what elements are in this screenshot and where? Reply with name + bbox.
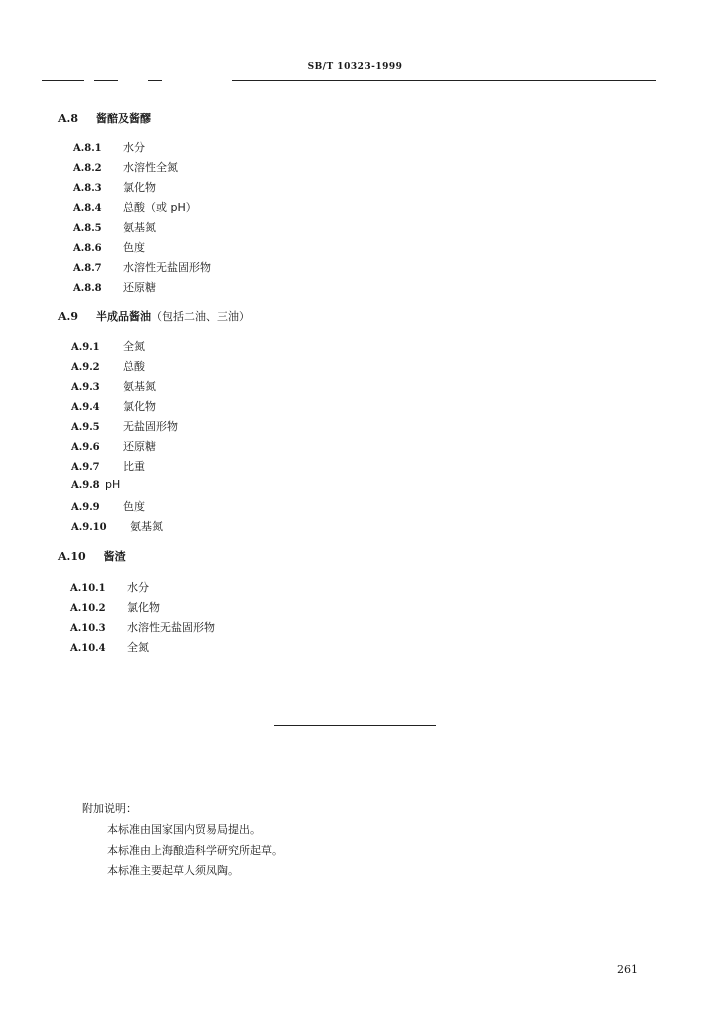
supplementary-note-line: 本标准主要起草人须凤陶。 [107, 864, 239, 877]
item-number: A.8.8 [73, 283, 102, 294]
item-label: pH [105, 478, 121, 491]
item-number: A.9.1 [71, 342, 100, 353]
item-label: 水溶性无盐固形物 [127, 621, 215, 634]
supplementary-note-line: 本标准由国家国内贸易局提出。 [107, 823, 261, 836]
list-item [73, 179, 156, 195]
item-label: 全氮 [127, 641, 149, 654]
item-number: A.10.4 [70, 643, 106, 654]
standard-code-header: SB/T 10323-1999 [307, 62, 403, 72]
item-number: A.8.7 [73, 263, 102, 274]
section-heading-a10 [58, 548, 126, 564]
header-rule-segment-3 [148, 80, 162, 81]
item-number: A.9.3 [71, 382, 100, 393]
list-item [71, 478, 120, 491]
supplementary-notes-heading: 附加说明： [82, 802, 137, 815]
item-label: 色度 [123, 500, 145, 513]
item-label: 氨基氮 [123, 221, 156, 234]
item-number: A.9.4 [71, 402, 100, 413]
item-label: 水分 [123, 141, 145, 154]
section-number: A.9 [58, 310, 79, 323]
item-number: A.10.3 [70, 623, 106, 634]
list-item [73, 139, 145, 155]
item-number: A.9.2 [71, 362, 100, 373]
header-rule-main [232, 80, 656, 81]
list-item [73, 199, 197, 215]
list-item [71, 338, 145, 354]
section-number: A.8 [58, 112, 79, 125]
list-item [73, 259, 211, 275]
item-number: A.8.5 [73, 223, 102, 234]
list-item [71, 498, 145, 514]
item-number: A.9.10 [71, 522, 107, 533]
item-label: 氯化物 [127, 601, 160, 614]
item-number: A.8.3 [73, 183, 102, 194]
header-rule-segment-2 [94, 80, 118, 81]
item-number: A.10.1 [70, 583, 106, 594]
section-note: （包括二油、三油） [151, 310, 251, 323]
item-label: 全氮 [123, 340, 145, 353]
item-number: A.9.5 [71, 422, 100, 433]
list-item [71, 378, 156, 394]
list-item [70, 639, 149, 655]
section-number: A.10 [58, 550, 86, 563]
list-item [73, 239, 145, 255]
item-label: 还原糖 [123, 281, 156, 294]
item-label: 色度 [123, 241, 145, 254]
item-label: 水溶性无盐固形物 [123, 261, 211, 274]
item-number: A.8.6 [73, 243, 102, 254]
item-number: A.8.4 [73, 203, 102, 214]
list-item [71, 518, 163, 534]
supplementary-note-line: 本标准由上海酿造科学研究所起草。 [107, 844, 283, 857]
item-number: A.8.2 [73, 163, 102, 174]
item-label: 比重 [123, 460, 145, 473]
section-title: 半成品酱油 [96, 310, 152, 323]
header-rule-segment-1 [42, 80, 84, 81]
item-label: 无盐固形物 [123, 420, 178, 433]
item-label: 水分 [127, 581, 149, 594]
list-item [73, 219, 156, 235]
list-item [71, 398, 156, 414]
item-number: A.9.9 [71, 502, 100, 513]
list-item [70, 599, 160, 615]
list-item [71, 438, 156, 454]
list-item [70, 619, 215, 635]
list-item [70, 579, 149, 595]
page-number: 261 [617, 963, 638, 976]
item-label: 还原糖 [123, 440, 156, 453]
list-item [71, 458, 145, 474]
end-of-text-divider [274, 725, 436, 726]
list-item [73, 279, 156, 295]
section-heading-a9 [58, 308, 250, 324]
item-number: A.9.8 [71, 480, 100, 491]
section-title: 酱渣 [103, 550, 126, 563]
item-number: A.9.6 [71, 442, 100, 453]
item-label: 总酸（或 pH） [123, 201, 197, 214]
item-label: 总酸 [123, 360, 145, 373]
item-label: 水溶性全氮 [123, 161, 178, 174]
list-item [73, 159, 178, 175]
item-label: 氯化物 [123, 181, 156, 194]
item-number: A.9.7 [71, 462, 100, 473]
section-heading-a8 [58, 110, 151, 126]
list-item [71, 358, 145, 374]
list-item [71, 418, 178, 434]
item-number: A.8.1 [73, 143, 102, 154]
section-title: 酱醅及酱醪 [96, 112, 152, 125]
item-label: 氯化物 [123, 400, 156, 413]
item-number: A.10.2 [70, 603, 106, 614]
item-label: 氨基氮 [130, 520, 163, 533]
item-label: 氨基氮 [123, 380, 156, 393]
